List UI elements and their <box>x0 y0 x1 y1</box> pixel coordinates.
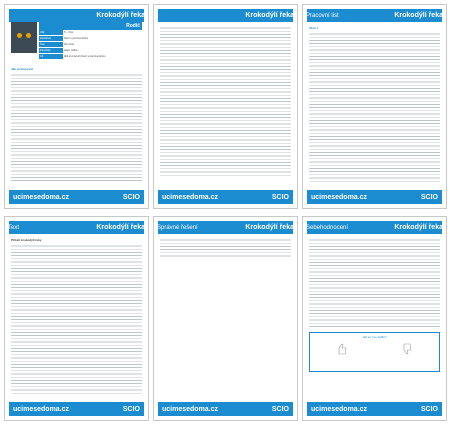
thumbs-up-icon[interactable] <box>336 343 348 355</box>
header-title: Krokodýlí řeka <box>245 224 294 231</box>
page-header <box>303 9 446 22</box>
footer-site: ucimesedoma.cz <box>162 405 219 413</box>
header-left: Text <box>8 224 20 231</box>
scio-logo: SCIO <box>271 405 289 413</box>
scio-logo: SCIO <box>420 405 438 413</box>
footer-site: ucimesedoma.cz <box>311 405 368 413</box>
page-header <box>154 221 297 234</box>
page-footer <box>9 190 144 204</box>
footer-site: ucimesedoma.cz <box>13 405 70 413</box>
body-text-lines <box>160 26 291 176</box>
page-self-eval <box>302 216 447 421</box>
scio-logo: SCIO <box>122 405 140 413</box>
text-title: Příběh krokodýlí řeky <box>11 238 42 242</box>
header-left: Pracovní list <box>306 12 339 19</box>
header-left: Sebehodnocení <box>306 224 349 231</box>
page-header <box>5 9 148 22</box>
table-row: Pomůcky papír, tužka <box>39 48 142 54</box>
footer-site: ucimesedoma.cz <box>162 193 219 201</box>
page-footer <box>158 402 293 416</box>
scio-logo: SCIO <box>122 193 140 201</box>
page-header <box>303 221 446 234</box>
body-text-lines <box>11 73 142 183</box>
scio-logo: SCIO <box>271 193 289 201</box>
scio-logo: SCIO <box>420 193 438 201</box>
page-text <box>4 216 149 421</box>
page-solution <box>153 216 298 421</box>
section-heading: Jak postupovat <box>11 67 34 71</box>
worksheet-lines <box>309 32 440 182</box>
header-title: Krokodýlí řeka <box>394 12 443 19</box>
header-left: Správné řešení <box>157 224 198 231</box>
table-row: Zaměření čtení s porozuměním <box>39 36 142 42</box>
table-row: Cíl dítě si procvičí čtení s porozuměním <box>39 54 142 60</box>
header-title: Krokodýlí řeka <box>245 12 294 19</box>
table-row: Věk 5 – 6 let <box>39 30 142 36</box>
page-footer <box>158 190 293 204</box>
header-title: Krokodýlí řeka <box>394 224 443 231</box>
task-heading: Úkol 1 <box>309 26 319 30</box>
parent-card-title: Rodič <box>39 22 142 30</box>
page-header <box>154 9 297 22</box>
page-footer <box>307 402 442 416</box>
page-parent <box>4 4 149 209</box>
page-header <box>5 221 148 234</box>
page-worksheet <box>302 4 447 209</box>
self-eval-label: Jak se ti to dařilo? <box>362 335 387 339</box>
header-title: Krokodýlí řeka <box>96 12 145 19</box>
page-footer <box>9 402 144 416</box>
crocodile-photo <box>11 22 37 53</box>
footer-site: ucimesedoma.cz <box>13 193 70 201</box>
body-text-lines <box>160 238 291 258</box>
body-text-lines <box>309 238 440 328</box>
footer-site: ucimesedoma.cz <box>311 193 368 201</box>
self-eval-box <box>309 332 440 372</box>
table-row: Čas 20 minut <box>39 42 142 48</box>
thumbs-down-icon[interactable] <box>401 343 413 355</box>
page-footer <box>307 190 442 204</box>
body-text-lines <box>11 244 142 394</box>
header-title: Krokodýlí řeka <box>96 224 145 231</box>
page-story <box>153 4 298 209</box>
